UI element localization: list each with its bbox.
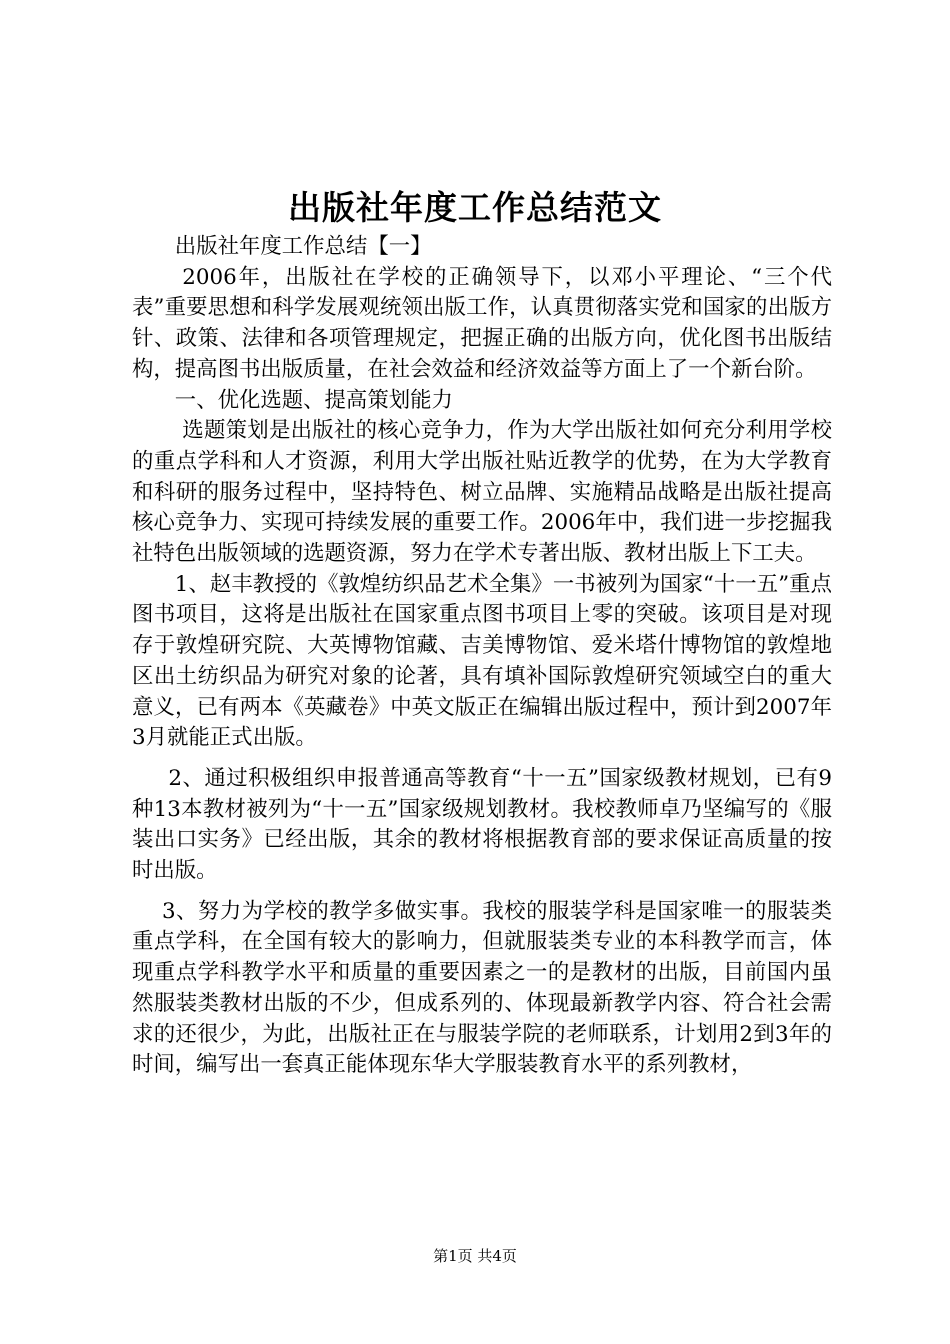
paragraph: 2、通过积极组织申报普通高等教育“十一五”国家级教材规划，已有9种13本教材被列为“十一五”国家级规划教材。我校教师卓乃坚编写的《服装出口实务》已经出版，其余的教材将根据教育部的要求保证高质量的按时出版。 xyxy=(132,765,832,884)
paragraph: 2006年，出版社在学校的正确领导下，以邓小平理论、“三个代表”重要思想和科学发展观统领出版工作，认真贯彻落实党和国家的出版方针、政策、法律和各项管理规定，把握正确的出版方向，优化图书出版结构，提高图书出版质量，在社会效益和经济效益等方面上了一个新台阶。 xyxy=(132,264,832,382)
paragraph: 3、努力为学校的教学多做实事。我校的服装学科是国家唯一的服装类重点学科，在全国有较大的影响力，但就服装类专业的本科教学而言，体现重点学科教学水平和质量的重要因素之一的是教材的出版，目前国内虽然服装类教材出版的不少，但成系列的、体现最新教学内容、符合社会需求的还很少，为此，出版社正在与服装学院的老师联系，计划用2到3年的时间，编写出一套真正能体现东华大学服装教育水平的系列教材， xyxy=(132,898,832,1078)
paragraph: 1、赵丰教授的《敦煌纺织品艺术全集》一书被列为国家“十一五”重点图书项目，这将是出版社在国家重点图书项目上零的突破。该项目是对现存于敦煌研究院、大英博物馆藏、吉美博物馆、爱米塔什博物馆的敦煌地区出土纺织品为研究对象的论著，具有填补国际敦煌研究领域空白的重大意义，已有两本《英藏卷》中英文版正在编辑出版过程中，预计到2007年3月就能正式出版。 xyxy=(132,571,832,751)
document-title: 出版社年度工作总结范文 xyxy=(288,188,662,227)
paragraph: 选题策划是出版社的核心竞争力，作为大学出版社如何充分利用学校的重点学科和人才资源，利用大学出版社贴近教学的优势，在为大学教育和科研的服务过程中，坚持特色、树立品牌、实施精品战略是出版社提高核心竞争力、实现可持续发展的重要工作。2006年中，我们进一步挖掘我社特色出版领域的选题资源，努力在学术专著出版、教材出版上下工夫。 xyxy=(132,418,832,567)
section-heading: 一、优化选题、提高策划能力 xyxy=(174,387,453,413)
section-heading: 出版社年度工作总结【一】 xyxy=(174,234,432,259)
page-number-footer: 第1页 共4页 xyxy=(433,1247,517,1265)
document-body xyxy=(132,232,832,1081)
